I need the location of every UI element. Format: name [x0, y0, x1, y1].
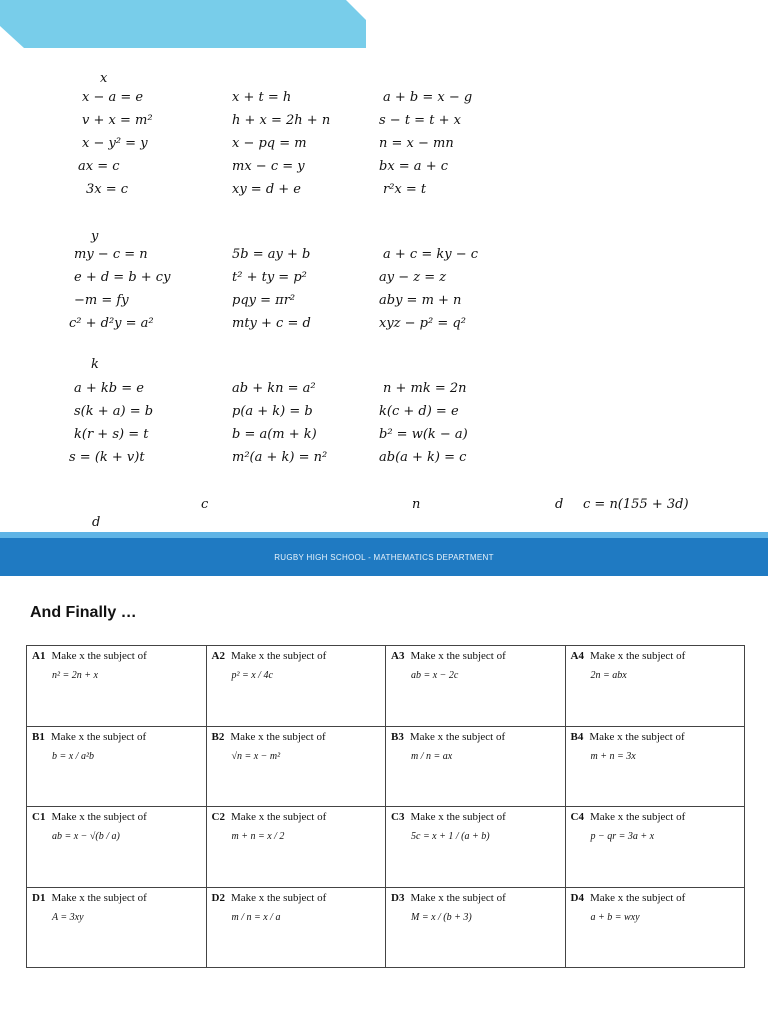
- question-prompt: Make x the subject of: [230, 811, 327, 823]
- equation: ab + kn = a²: [232, 381, 316, 396]
- equation: −m = fy: [74, 293, 129, 308]
- equation: t² + ty = p²: [232, 270, 307, 285]
- question-prompt: Make x the subject of: [410, 650, 506, 662]
- question-grid: [26, 645, 745, 968]
- question-id: C2: [211, 811, 225, 823]
- question-cell: [206, 646, 386, 727]
- question-prompt: Make x the subject of: [410, 811, 506, 823]
- equation: mx − c = y: [232, 159, 305, 174]
- question-equation: √n = x − m²: [231, 750, 281, 762]
- final-var-c: c: [201, 497, 209, 512]
- footer-text: RUGBY HIGH SCHOOL - MATHEMATICS DEPARTMENT: [274, 553, 494, 562]
- question-id: B3: [391, 730, 404, 743]
- equation: 3x = c: [86, 182, 129, 197]
- question-id: C4: [570, 811, 584, 823]
- equation: a + kb = e: [74, 381, 144, 396]
- equation: b = a(m + k): [232, 427, 317, 442]
- question-prompt: Make x the subject of: [230, 891, 327, 904]
- equation: pqy = πr²: [232, 293, 296, 308]
- equation: x + t = h: [232, 90, 292, 105]
- equation: b² = w(k − a): [379, 427, 468, 442]
- question-equation: M = x / (b + 3): [411, 911, 472, 923]
- question-equation: b = x / a²b: [52, 750, 94, 762]
- equation: m²(a + k) = n²: [232, 450, 328, 465]
- equation: a + b = x − g: [383, 90, 473, 105]
- question-equation: n² = 2n + x: [52, 670, 98, 681]
- equation: aby = m + n: [379, 293, 462, 308]
- equation: s(k + a) = b: [74, 404, 154, 419]
- question-id: D1: [32, 891, 46, 904]
- grid-row-a: [27, 646, 745, 727]
- question-cell: [206, 807, 386, 888]
- equation: my − c = n: [74, 247, 148, 262]
- question-cell: [27, 646, 207, 727]
- equation: bx = a + c: [379, 159, 448, 174]
- equation: ax = c: [78, 159, 120, 174]
- question-equation: p² = x / 4c: [231, 670, 273, 681]
- question-equation: 5c = x + 1 / (a + b): [411, 831, 490, 842]
- question-id: D3: [391, 891, 405, 904]
- question-cell: [386, 726, 566, 807]
- equation: n + mk = 2n: [383, 381, 467, 396]
- question-equation: m / n = ax: [411, 750, 453, 762]
- section-k-label: k: [91, 357, 99, 372]
- question-prompt: Make x the subject of: [589, 891, 686, 904]
- question-cell: [386, 646, 566, 727]
- footer-stripe: [0, 532, 768, 538]
- equation: x − y² = y: [82, 136, 148, 151]
- grid-row-c: [27, 807, 745, 888]
- question-equation: A = 3xy: [52, 911, 84, 923]
- question-cell: [565, 807, 745, 888]
- question-id: A3: [391, 650, 405, 662]
- final-var-d: d: [555, 497, 564, 512]
- question-cell: [386, 887, 566, 968]
- grid-row-b: [27, 726, 745, 807]
- equation: a + c = ky − c: [383, 247, 479, 262]
- equation: x − a = e: [82, 90, 144, 105]
- question-cell: [27, 726, 207, 807]
- question-cell: [565, 887, 745, 968]
- equation: r²x = t: [383, 182, 427, 197]
- footer-band: [0, 532, 768, 576]
- section-y-label: y: [91, 229, 99, 244]
- header-tab-decoration: [0, 0, 366, 48]
- equation: v + x = m²: [82, 113, 153, 128]
- question-equation: m + n = 3x: [590, 750, 636, 762]
- question-equation: a + b = wxy: [590, 911, 640, 923]
- question-id: D2: [211, 891, 225, 904]
- equation: xy = d + e: [232, 182, 302, 197]
- question-cell: [386, 807, 566, 888]
- section-heading: And Finally …: [30, 604, 137, 621]
- final-var-d-second: d: [92, 515, 101, 530]
- question-prompt: Make x the subject of: [230, 730, 326, 743]
- question-equation: m + n = x / 2: [231, 831, 285, 842]
- equation: k(c + d) = e: [379, 404, 459, 419]
- question-cell: [27, 887, 207, 968]
- question-id: B2: [211, 730, 225, 743]
- equation: s − t = t + x: [379, 113, 461, 128]
- equation: n = x − mn: [379, 136, 454, 151]
- question-prompt: Make x the subject of: [409, 730, 506, 743]
- grid-row-d: [27, 887, 745, 968]
- question-equation: ab = x − √(b / a): [52, 831, 120, 842]
- equation: ab(a + k) = c: [379, 450, 467, 465]
- question-id: D4: [570, 891, 584, 904]
- equation: c² + d²y = a²: [69, 316, 154, 331]
- equation: h + x = 2h + n: [232, 113, 331, 128]
- question-prompt: Make x the subject of: [50, 730, 147, 743]
- question-cell: [565, 646, 745, 727]
- question-id: A4: [570, 650, 584, 662]
- question-id: B1: [32, 730, 45, 743]
- question-cell: [206, 887, 386, 968]
- question-id: C3: [391, 811, 405, 823]
- question-prompt: Make x the subject of: [51, 811, 147, 823]
- equation: e + d = b + cy: [74, 270, 171, 285]
- question-equation: m / n = x / a: [231, 911, 281, 923]
- question-id: A2: [211, 650, 225, 662]
- equation: mty + c = d: [232, 316, 311, 331]
- question-cell: [27, 807, 207, 888]
- question-id: A1: [32, 650, 46, 662]
- equation: xyz − p² = q²: [379, 316, 466, 331]
- equation: ay − z = z: [379, 270, 447, 285]
- question-prompt: Make x the subject of: [230, 650, 327, 662]
- question-cell: [206, 726, 386, 807]
- question-id: C1: [32, 811, 46, 823]
- equation: x − pq = m: [232, 136, 307, 151]
- equation: 5b = ay + b: [232, 247, 311, 262]
- question-prompt: Make x the subject of: [589, 650, 686, 662]
- question-prompt: Make x the subject of: [51, 891, 147, 904]
- question-id: B4: [570, 730, 584, 743]
- question-prompt: Make x the subject of: [589, 811, 686, 823]
- equation: k(r + s) = t: [74, 427, 149, 442]
- question-cell: [565, 726, 745, 807]
- equation: p(a + k) = b: [232, 404, 313, 419]
- equation: s = (k + v)t: [69, 450, 145, 465]
- question-equation: p − qr = 3a + x: [590, 831, 655, 842]
- question-equation: ab = x − 2c: [411, 670, 459, 681]
- section-x-label: x: [100, 71, 108, 86]
- question-prompt: Make x the subject of: [410, 891, 506, 904]
- question-prompt: Make x the subject of: [589, 730, 685, 743]
- question-equation: 2n = abx: [590, 670, 627, 681]
- final-equation: c = n(155 + 3d): [583, 497, 689, 512]
- question-prompt: Make x the subject of: [51, 650, 147, 662]
- final-var-n: n: [412, 497, 421, 512]
